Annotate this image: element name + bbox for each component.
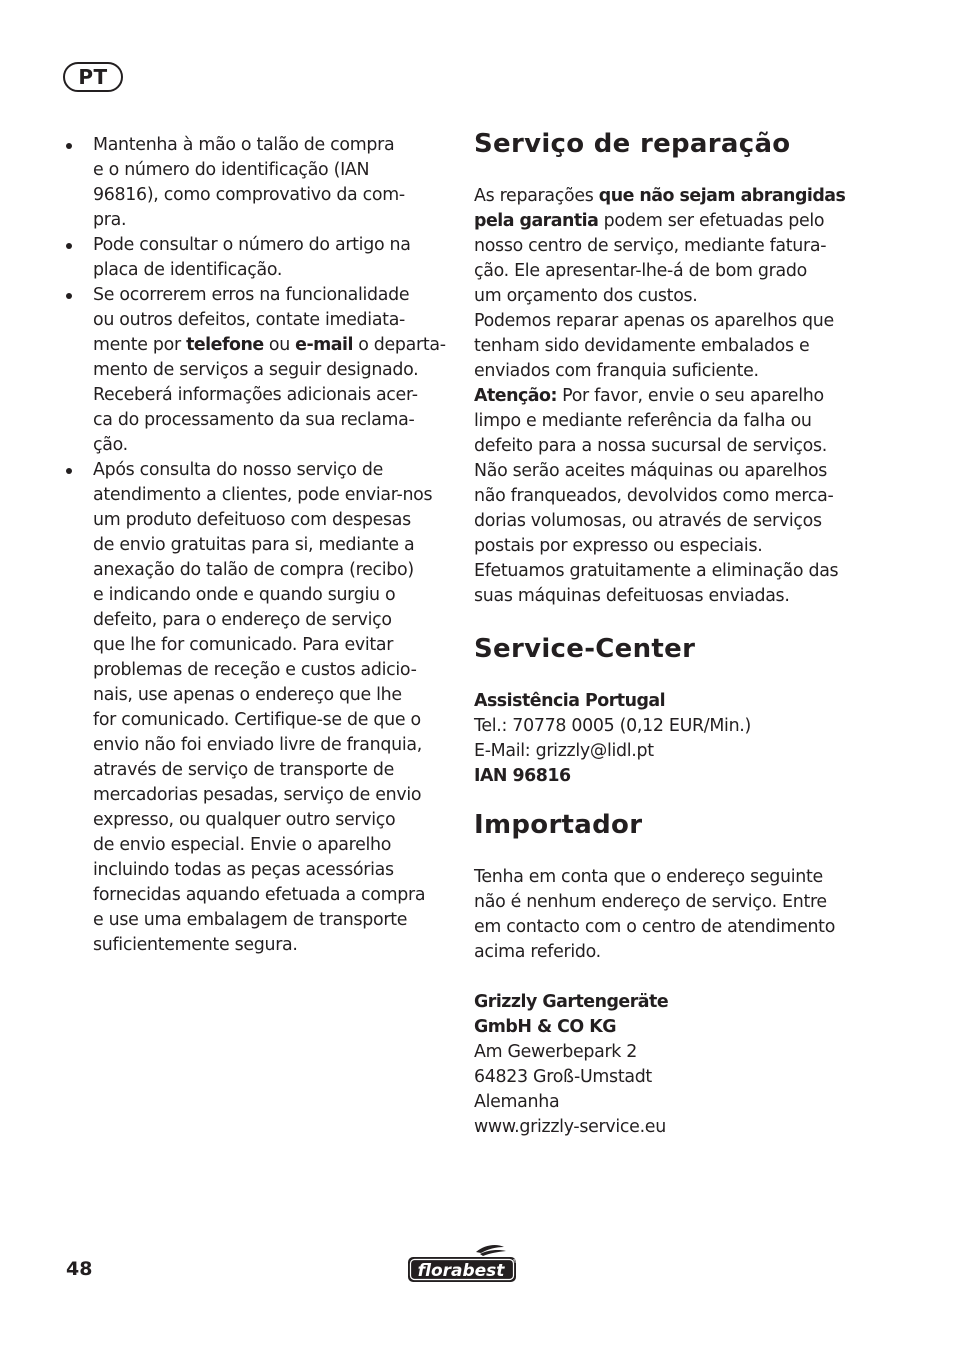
- text-line: Podemos reparar apenas os aparelhos que: [474, 311, 834, 331]
- list-item: [63, 458, 453, 958]
- importer-title: Importador: [474, 810, 643, 840]
- text-line: problemas de receção e custos adicio-: [93, 660, 417, 680]
- address-line: 64823 Groß-Umstadt: [474, 1067, 652, 1087]
- text-line: que lhe for comunicado. Para evitar: [93, 635, 394, 655]
- text-line: não franqueados, devolvidos como merca-: [474, 486, 834, 506]
- text-line: acima referido.: [474, 942, 601, 962]
- bullet-list: [63, 133, 453, 958]
- left-column: [63, 133, 453, 958]
- text-line: 96816), como comprovativo da com-: [93, 185, 405, 205]
- text-line: nosso centro de serviço, mediante fatura-: [474, 236, 827, 256]
- company-name: GmbH & CO KG: [474, 1017, 617, 1037]
- text-line: mento de serviços a seguir designado.: [93, 360, 419, 380]
- company-name: Grizzly Gartengeräte: [474, 992, 669, 1012]
- text-line: ca do processamento da sua reclama-: [93, 410, 415, 430]
- service-center-contact: [474, 689, 874, 789]
- text-line: Efetuamos gratuitamente a eliminação das: [474, 561, 839, 581]
- text-line: não é nenhum endereço de serviço. Entre: [474, 892, 827, 912]
- bullet-icon: [66, 143, 72, 149]
- text-line: expresso, ou qualquer outro serviço: [93, 810, 396, 830]
- bullet-icon: [66, 293, 72, 299]
- importer-address: [474, 990, 874, 1140]
- language-badge: PT: [63, 62, 123, 92]
- text-segment: As reparações: [474, 186, 599, 206]
- text-segment: Por favor, envie o seu aparelho: [556, 386, 824, 406]
- text-line: de envio especial. Envie o aparelho: [93, 835, 392, 855]
- email-address: E-Mail: grizzly@lidl.pt: [474, 741, 654, 761]
- service-center-title: Service-Center: [474, 634, 696, 664]
- text-line: anexação do talão de compra (recibo): [93, 560, 414, 580]
- repair-paragraph-3: [474, 384, 874, 609]
- text-line: e use uma embalagem de transporte: [93, 910, 408, 930]
- text-line: e indicando onde e quando surgiu o: [93, 585, 396, 605]
- text-line: atendimento a clientes, pode enviar-nos: [93, 485, 433, 505]
- text-line: suas máquinas defeituosas enviadas.: [474, 586, 790, 606]
- text-line: Mantenha à mão o talão de compra: [93, 135, 395, 155]
- text-line: Se ocorrerem erros na funcionalidade: [93, 285, 410, 305]
- text-line: [474, 184, 874, 209]
- bullet-icon: [66, 468, 72, 474]
- text-line: Receberá informações adicionais acer-: [93, 385, 418, 405]
- repair-paragraph-1: [474, 184, 874, 309]
- text-line: Pode consultar o número do artigo na: [93, 235, 411, 255]
- text-line: defeito para a nossa sucursal de serviços.: [474, 436, 827, 456]
- text-segment: mente por: [93, 335, 187, 355]
- text-line: de envio gratuitas para si, mediante a: [93, 535, 415, 555]
- importer-note: [474, 865, 874, 965]
- phone-number: Tel.: 70778 0005 (0,12 EUR/Min.): [474, 716, 752, 736]
- text-line: limpo e mediante referência da falha ou: [474, 411, 812, 431]
- right-column: [474, 124, 874, 1140]
- list-item: [63, 233, 453, 283]
- text-line: ção. Ele apresentar-lhe-á de bom grado: [474, 261, 807, 281]
- text-line: ou outros defeitos, contate imediata-: [93, 310, 406, 330]
- address-line: Am Gewerbepark 2: [474, 1042, 638, 1062]
- text-line: [93, 333, 453, 358]
- text-line: [474, 209, 874, 234]
- text-line: Tenha em conta que o endereço seguinte: [474, 867, 823, 887]
- text-line: e o número do identificação (IAN: [93, 160, 370, 180]
- text-line: suficientemente segura.: [93, 935, 298, 955]
- website-link[interactable]: www.grizzly-service.eu: [474, 1117, 666, 1137]
- list-item: [63, 133, 453, 233]
- svg-text:®: ®: [512, 1259, 517, 1265]
- text-line: envio não foi enviado livre de franquia,: [93, 735, 422, 755]
- text-line: pra.: [93, 210, 127, 230]
- text-line: postais por expresso ou especiais.: [474, 536, 763, 556]
- emphasis-text: que não sejam abrangidas: [598, 186, 846, 206]
- text-line: nais, use apenas o endereço que lhe: [93, 685, 402, 705]
- text-line: placa de identificação.: [93, 260, 283, 280]
- text-line: um produto defeituoso com despesas: [93, 510, 411, 530]
- text-line: através de serviço de transporte de: [93, 760, 394, 780]
- text-line: defeito, para o endereço de serviço: [93, 610, 392, 630]
- repair-paragraph-2: [474, 309, 874, 384]
- service-name: Assistência Portugal: [474, 691, 666, 711]
- text-line: [474, 384, 874, 409]
- text-line: ção.: [93, 435, 128, 455]
- page-number: 48: [66, 1258, 93, 1280]
- list-item: [63, 283, 453, 458]
- bullet-icon: [66, 243, 72, 249]
- text-line: fornecidas aquando efetuada a compra: [93, 885, 426, 905]
- ian-number: IAN 96816: [474, 766, 571, 786]
- florabest-logo: [406, 1244, 520, 1284]
- address-line: Alemanha: [474, 1092, 560, 1112]
- attention-label: Atenção:: [474, 386, 557, 406]
- text-line: em contacto com o centro de atendimento: [474, 917, 836, 937]
- text-line: Após consulta do nosso serviço de: [93, 460, 384, 480]
- text-line: um orçamento dos custos.: [474, 286, 698, 306]
- text-line: Não serão aceites máquinas ou aparelhos: [474, 461, 828, 481]
- svg-text:florabest: florabest: [417, 1261, 505, 1281]
- email-keyword: e-mail: [295, 335, 353, 355]
- text-line: mercadorias pesadas, serviço de envio: [93, 785, 422, 805]
- text-line: for comunicado. Certifique-se de que o: [93, 710, 421, 730]
- emphasis-text: pela garantia: [474, 211, 599, 231]
- phone-keyword: telefone: [186, 335, 264, 355]
- text-segment: o departa-: [352, 335, 446, 355]
- text-segment: ou: [263, 335, 296, 355]
- text-line: tenham sido devidamente embalados e: [474, 336, 810, 356]
- text-line: incluindo todas as peças acessórias: [93, 860, 394, 880]
- text-segment: podem ser efetuadas pelo: [598, 211, 825, 231]
- text-line: dorias volumosas, ou através de serviços: [474, 511, 822, 531]
- repair-section-title: Serviço de reparação: [474, 129, 791, 159]
- text-line: enviados com franquia suficiente.: [474, 361, 759, 381]
